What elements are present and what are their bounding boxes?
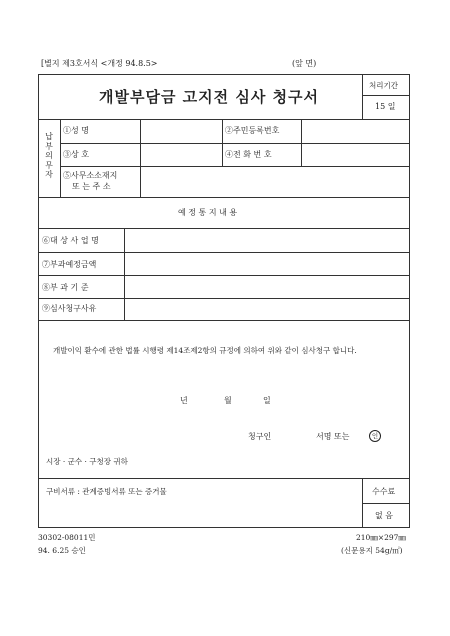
form-number: 30302-08011민 [38, 533, 96, 542]
fee-label: 수수료 [372, 487, 396, 496]
attachments-text: 구비서류 : 관계증빙서류 또는 증거물 [46, 487, 167, 496]
project-name-label: ⑥대 상 사 업 명 [42, 236, 99, 245]
claimant-label: 청구인 [248, 432, 272, 441]
form-title: 개발부담금 고지전 심사 청구서 [99, 88, 320, 106]
paper-size: 210㎜×297㎜ [356, 533, 406, 542]
recipient-line: 시장 · 군수 · 구청장 귀하 [46, 457, 128, 466]
address-label-line1: ⑤사무소소재지 [63, 171, 118, 180]
processing-divider [362, 74, 363, 119]
reason-label: ⑨심사청구사유 [42, 304, 97, 313]
amount-label: ⑦부과예정금액 [42, 260, 97, 269]
trade-name-label: ③상 호 [63, 150, 89, 159]
form-code: [별지 제3호서식 <개정 94.8.5> [41, 59, 158, 68]
date-year: 년 [180, 396, 188, 405]
processing-period-value: 15 일 [375, 102, 396, 111]
approval-date: 94. 6.25 승인 [38, 546, 86, 555]
date-month: 월 [224, 396, 232, 405]
fee-value: 없 음 [375, 511, 393, 520]
address-label-line2: 또 는 주 소 [72, 182, 111, 191]
name-label: ①성 명 [63, 126, 89, 135]
resident-number-label: ②주민등록번호 [225, 126, 280, 135]
obligor-section-label: 납부의무자 [45, 132, 53, 179]
page-side-label: (앞 면) [292, 59, 317, 68]
signature-label: 서명 또는 [316, 432, 350, 441]
statement-text: 개발이익 환수에 관한 법률 시행령 제14조제2항의 규정에 의하여 위와 같이 심사청구 합니다. [53, 346, 357, 355]
notice-section-title: 예 정 통 지 내 용 [178, 208, 238, 217]
rows-label-divider [124, 228, 125, 320]
obligor-column-line [60, 119, 61, 197]
processing-period-label: 처리기간 [369, 81, 398, 90]
paper-type: (신문용지 54g/㎡) [341, 546, 403, 555]
date-day: 일 [263, 396, 271, 405]
phone-label: ④전 화 번 호 [225, 150, 272, 159]
processing-split [362, 95, 410, 96]
seal-mark: 인 [369, 430, 381, 442]
title-bottom-line [38, 119, 410, 120]
basis-label: ⑧부 과 기 준 [42, 283, 89, 292]
